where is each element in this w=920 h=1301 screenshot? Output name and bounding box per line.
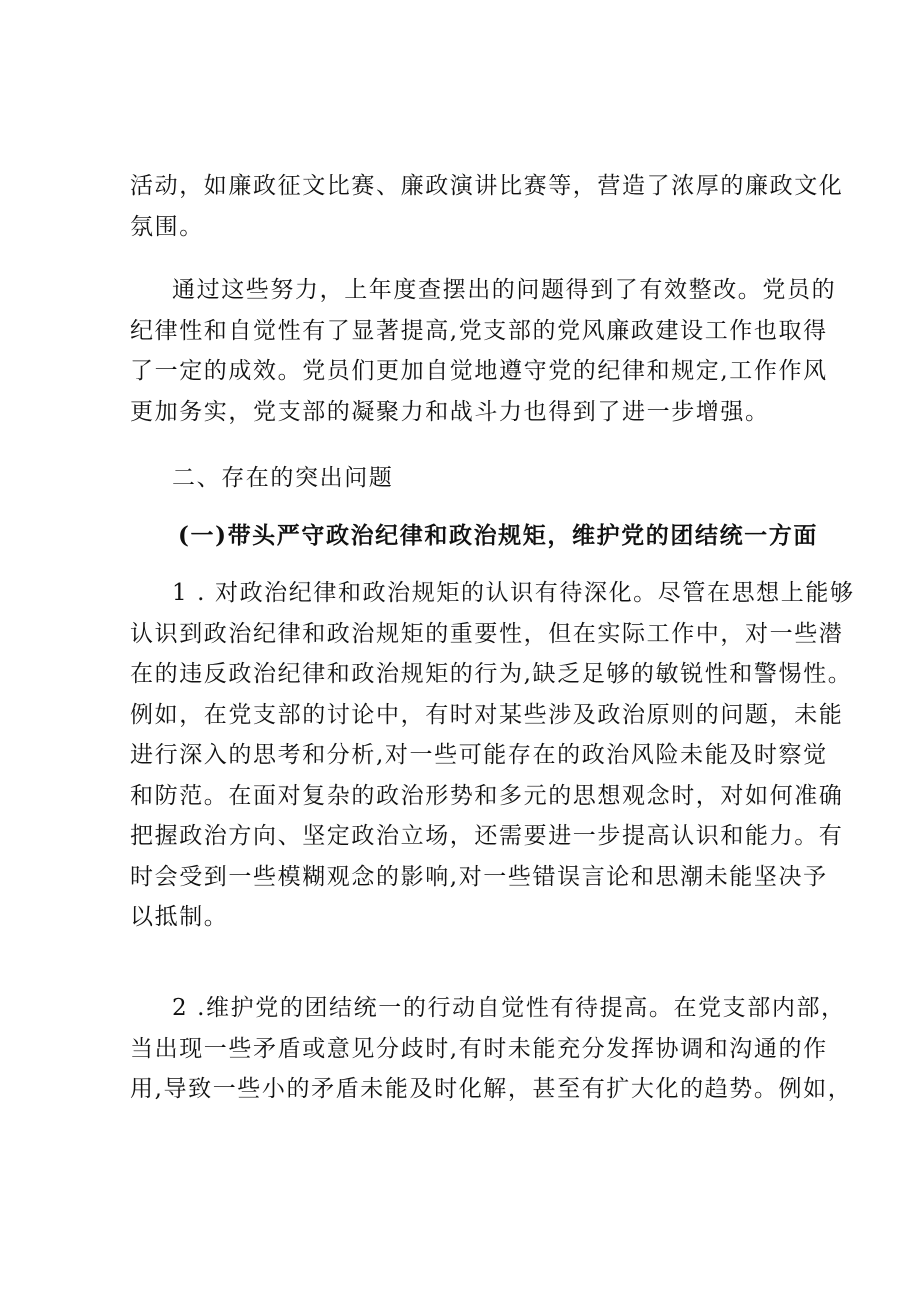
text-line: 进行深入的思考和分析,对一些可能存在的政治风险未能及时察觉 xyxy=(130,742,828,768)
text-line: 2 .维护党的团结统一的行动自觉性有待提高。在党支部内部， xyxy=(172,995,846,1021)
text-line: 更加务实，党支部的凝聚力和战斗力也得到了进一步增强。 xyxy=(130,398,770,425)
text-line: 了一定的成效。党员们更加自觉地遵守党的纪律和规定,工作作风 xyxy=(130,358,828,384)
subsection-heading: (一)带头严守政治纪律和政治规矩，维护党的团结统一方面 xyxy=(178,522,818,549)
text-line: 把握政治方向、坚定政治立场，还需要进一步提高认识和能力。有 xyxy=(130,823,844,849)
text-line: 氛围。 xyxy=(130,213,204,240)
paragraph-point-2 xyxy=(130,988,853,1110)
text-line: 例如，在党支部的讨论中，有时对某些涉及政治原则的问题，未能 xyxy=(130,701,844,728)
text-line: 活动，如廉政征文比赛、廉政演讲比赛等，营造了浓厚的廉政文化 xyxy=(130,173,844,199)
paragraph-intro-continuation xyxy=(130,166,844,247)
text-line: 时会受到一些模糊观念的影响,对一些错误言论和思潮未能坚决予 xyxy=(130,863,828,890)
text-line: 和防范。在面对复杂的政治形势和多元的思想观念时，对如何准确 xyxy=(130,782,844,809)
paragraph-effect xyxy=(130,270,837,432)
text-line: 认识到政治纪律和政治规矩的重要性，但在实际工作中，对一些潜 xyxy=(130,620,844,647)
text-line: 当出现一些矛盾或意见分歧时,有时未能充分发挥协调和沟通的作 xyxy=(130,1035,828,1062)
text-line: 纪律性和自觉性有了显著提高,党支部的党风廉政建设工作也取得 xyxy=(130,317,828,344)
text-line: 通过这些努力，上年度查摆出的问题得到了有效整改。党员的 xyxy=(172,277,837,303)
text-line: 在的违反政治纪律和政治规矩的行为,缺乏足够的敏锐性和警惕性。 xyxy=(130,661,853,687)
paragraph-point-1 xyxy=(130,573,855,938)
text-line: 1 . 对政治纪律和政治规矩的认识有待深化。尽管在思想上能够 xyxy=(172,580,855,606)
section-heading: 二、存在的突出问题 xyxy=(172,465,394,491)
text-line: 用,导致一些小的矛盾未能及时化解，甚至有扩大化的趋势。例如， xyxy=(130,1076,853,1102)
text-line: 以抵制。 xyxy=(130,904,229,930)
